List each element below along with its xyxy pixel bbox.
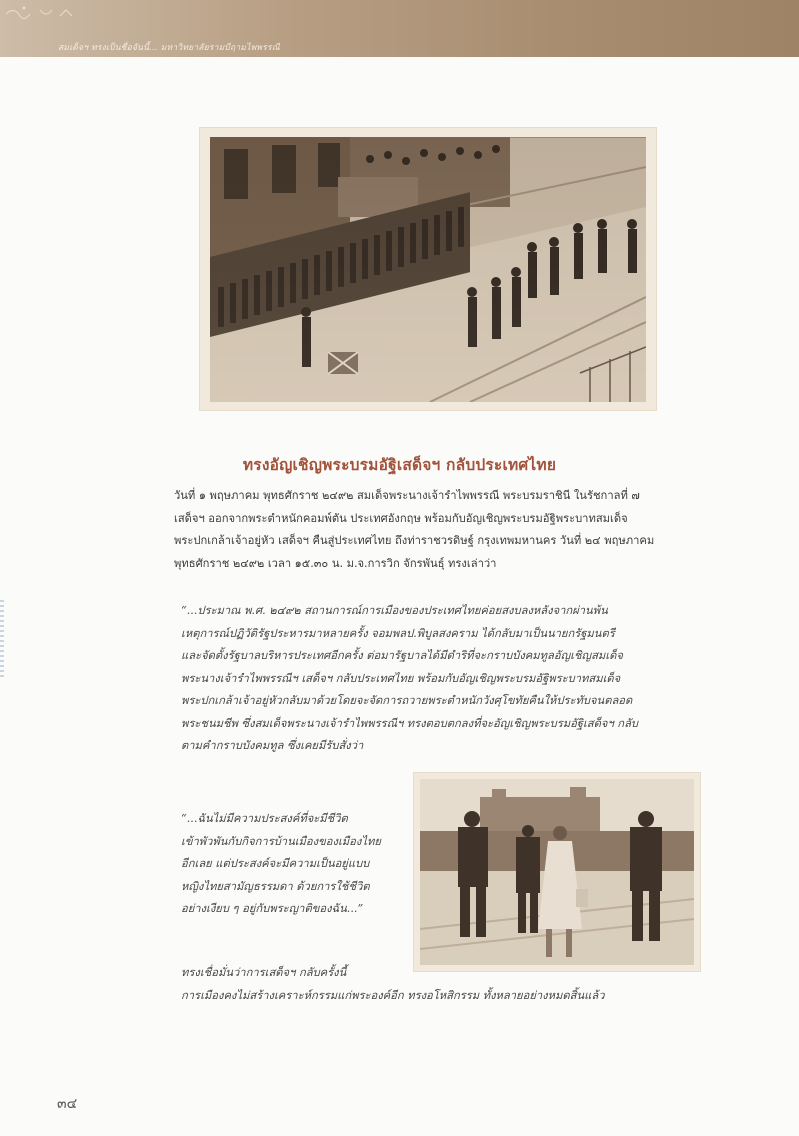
closing-line: การเมืองคงไม่สร้างเคราะห์กรรมแก่พระองค์อีก ทรงอโหสิกรรม ทั้งหลายอย่างหมดสิ้นแล้ว <box>181 988 605 1002</box>
intro-line: วันที่ ๑ พฤษภาคม พุทธศักราช ๒๔๙๒ สมเด็จพระนางเจ้ารำไพพรรณี พระบรมราชินี ในรัชกาลที่ ๗ <box>174 489 640 502</box>
intro-paragraph <box>174 485 654 575</box>
header-band <box>0 0 799 57</box>
quote-line: และจัดตั้งรัฐบาลบริหารประเทศอีกครั้ง ต่อมารัฐบาลได้มีดำริที่จะกราบบังคมทูลอัญเชิญสมเด็จ <box>181 649 623 662</box>
parade-photo <box>200 128 656 410</box>
quote-line: อีกเลย แต่ประสงค์จะมีความเป็นอยู่แบบ <box>181 857 370 870</box>
intro-line: เสด็จฯ ออกจากพระตำหนักคอมพ์ตัน ประเทศอังกฤษ พร้อมกับอัญเชิญพระบรมอัฐิพระบาทสมเด็จ <box>174 511 628 525</box>
quote-line: พระชนมชีพ ซึ่งสมเด็จพระนางเจ้ารำไพพรรณีฯ ทรงตอบตกลงที่จะอัญเชิญพระบรมอัฐิเสด็จฯ กลับ <box>181 716 639 730</box>
walking-image <box>420 779 694 965</box>
quote-line: พระปกเกล้าเจ้าอยู่หัวกลับมาด้วยโดยจะจัดการถวายพระตำหนักวังศุโขทัยคืนให้ประทับจนตลอด <box>181 694 633 707</box>
quote-paragraph-2 <box>181 808 381 921</box>
quote-paragraph-1 <box>181 600 638 758</box>
closing-line: ทรงเชื่อมั่นว่าการเสด็จฯ กลับครั้งนี้ <box>181 966 347 979</box>
quote-line: หญิงไทยสามัญธรรมดา ด้วยการใช้ชีวิต <box>181 879 370 893</box>
quote-line: “...ประมาณ พ.ศ. ๒๔๙๒ สถานการณ์การเมืองของประเทศไทยค่อยสงบลงหลังจากผ่านพ้น <box>181 604 608 617</box>
article-heading: ทรงอัญเชิญพระบรมอัฐิเสด็จฯ กลับประเทศไทย <box>242 456 557 474</box>
closing-paragraph <box>181 962 604 1007</box>
quote-line: เหตุการณ์ปฏิวัติรัฐประหารมาหลายครั้ง จอมพลป.พิบูลสงคราม ได้กลับมาเป็นนายกรัฐมนตรี <box>181 626 615 640</box>
quote-line: อย่างเงียบ ๆ อยู่กับพระญาติของฉัน...” <box>181 902 364 915</box>
quote-line: ตามคำกราบบังคมทูล ซึ่งเคยมีรับสั่งว่า <box>181 739 364 752</box>
page-number: ๓๔ <box>57 1096 78 1112</box>
sketch-decoration-icon <box>0 0 120 30</box>
quote-line: เข้าพัวพันกับกิจการบ้านเมืองของเมืองไทย <box>181 834 381 848</box>
parade-image <box>210 137 646 402</box>
quote-line: พระนางเจ้ารำไพพรรณีฯ เสด็จฯ กลับประเทศไทย พร้อมกับอัญเชิญพระบรมอัฐิพระบาทสมเด็จ <box>181 671 621 685</box>
quote-line: “...ฉันไม่มีความประสงค์ที่จะมีชีวิต <box>181 812 348 825</box>
edge-mark <box>0 600 4 680</box>
intro-line: พุทธศักราช ๒๔๙๒ เวลา ๑๕.๓๐ น. ม.จ.การวิก จักรพันธุ์ ทรงเล่าว่า <box>174 556 497 570</box>
intro-line: พระปกเกล้าเจ้าอยู่หัว เสด็จฯ คืนสู่ประเทศไทย ถึงท่าราชวรดิษฐ์ กรุงเทพมหานคร วันที่ ๒๔ พฤษภาคม <box>174 534 655 547</box>
running-title: สมเด็จฯ ทรงเป็นชื่อจันนี้... มหาวิทยาลัยรามบีฤามไพพรรณี <box>58 43 280 53</box>
walking-photo <box>414 773 700 971</box>
